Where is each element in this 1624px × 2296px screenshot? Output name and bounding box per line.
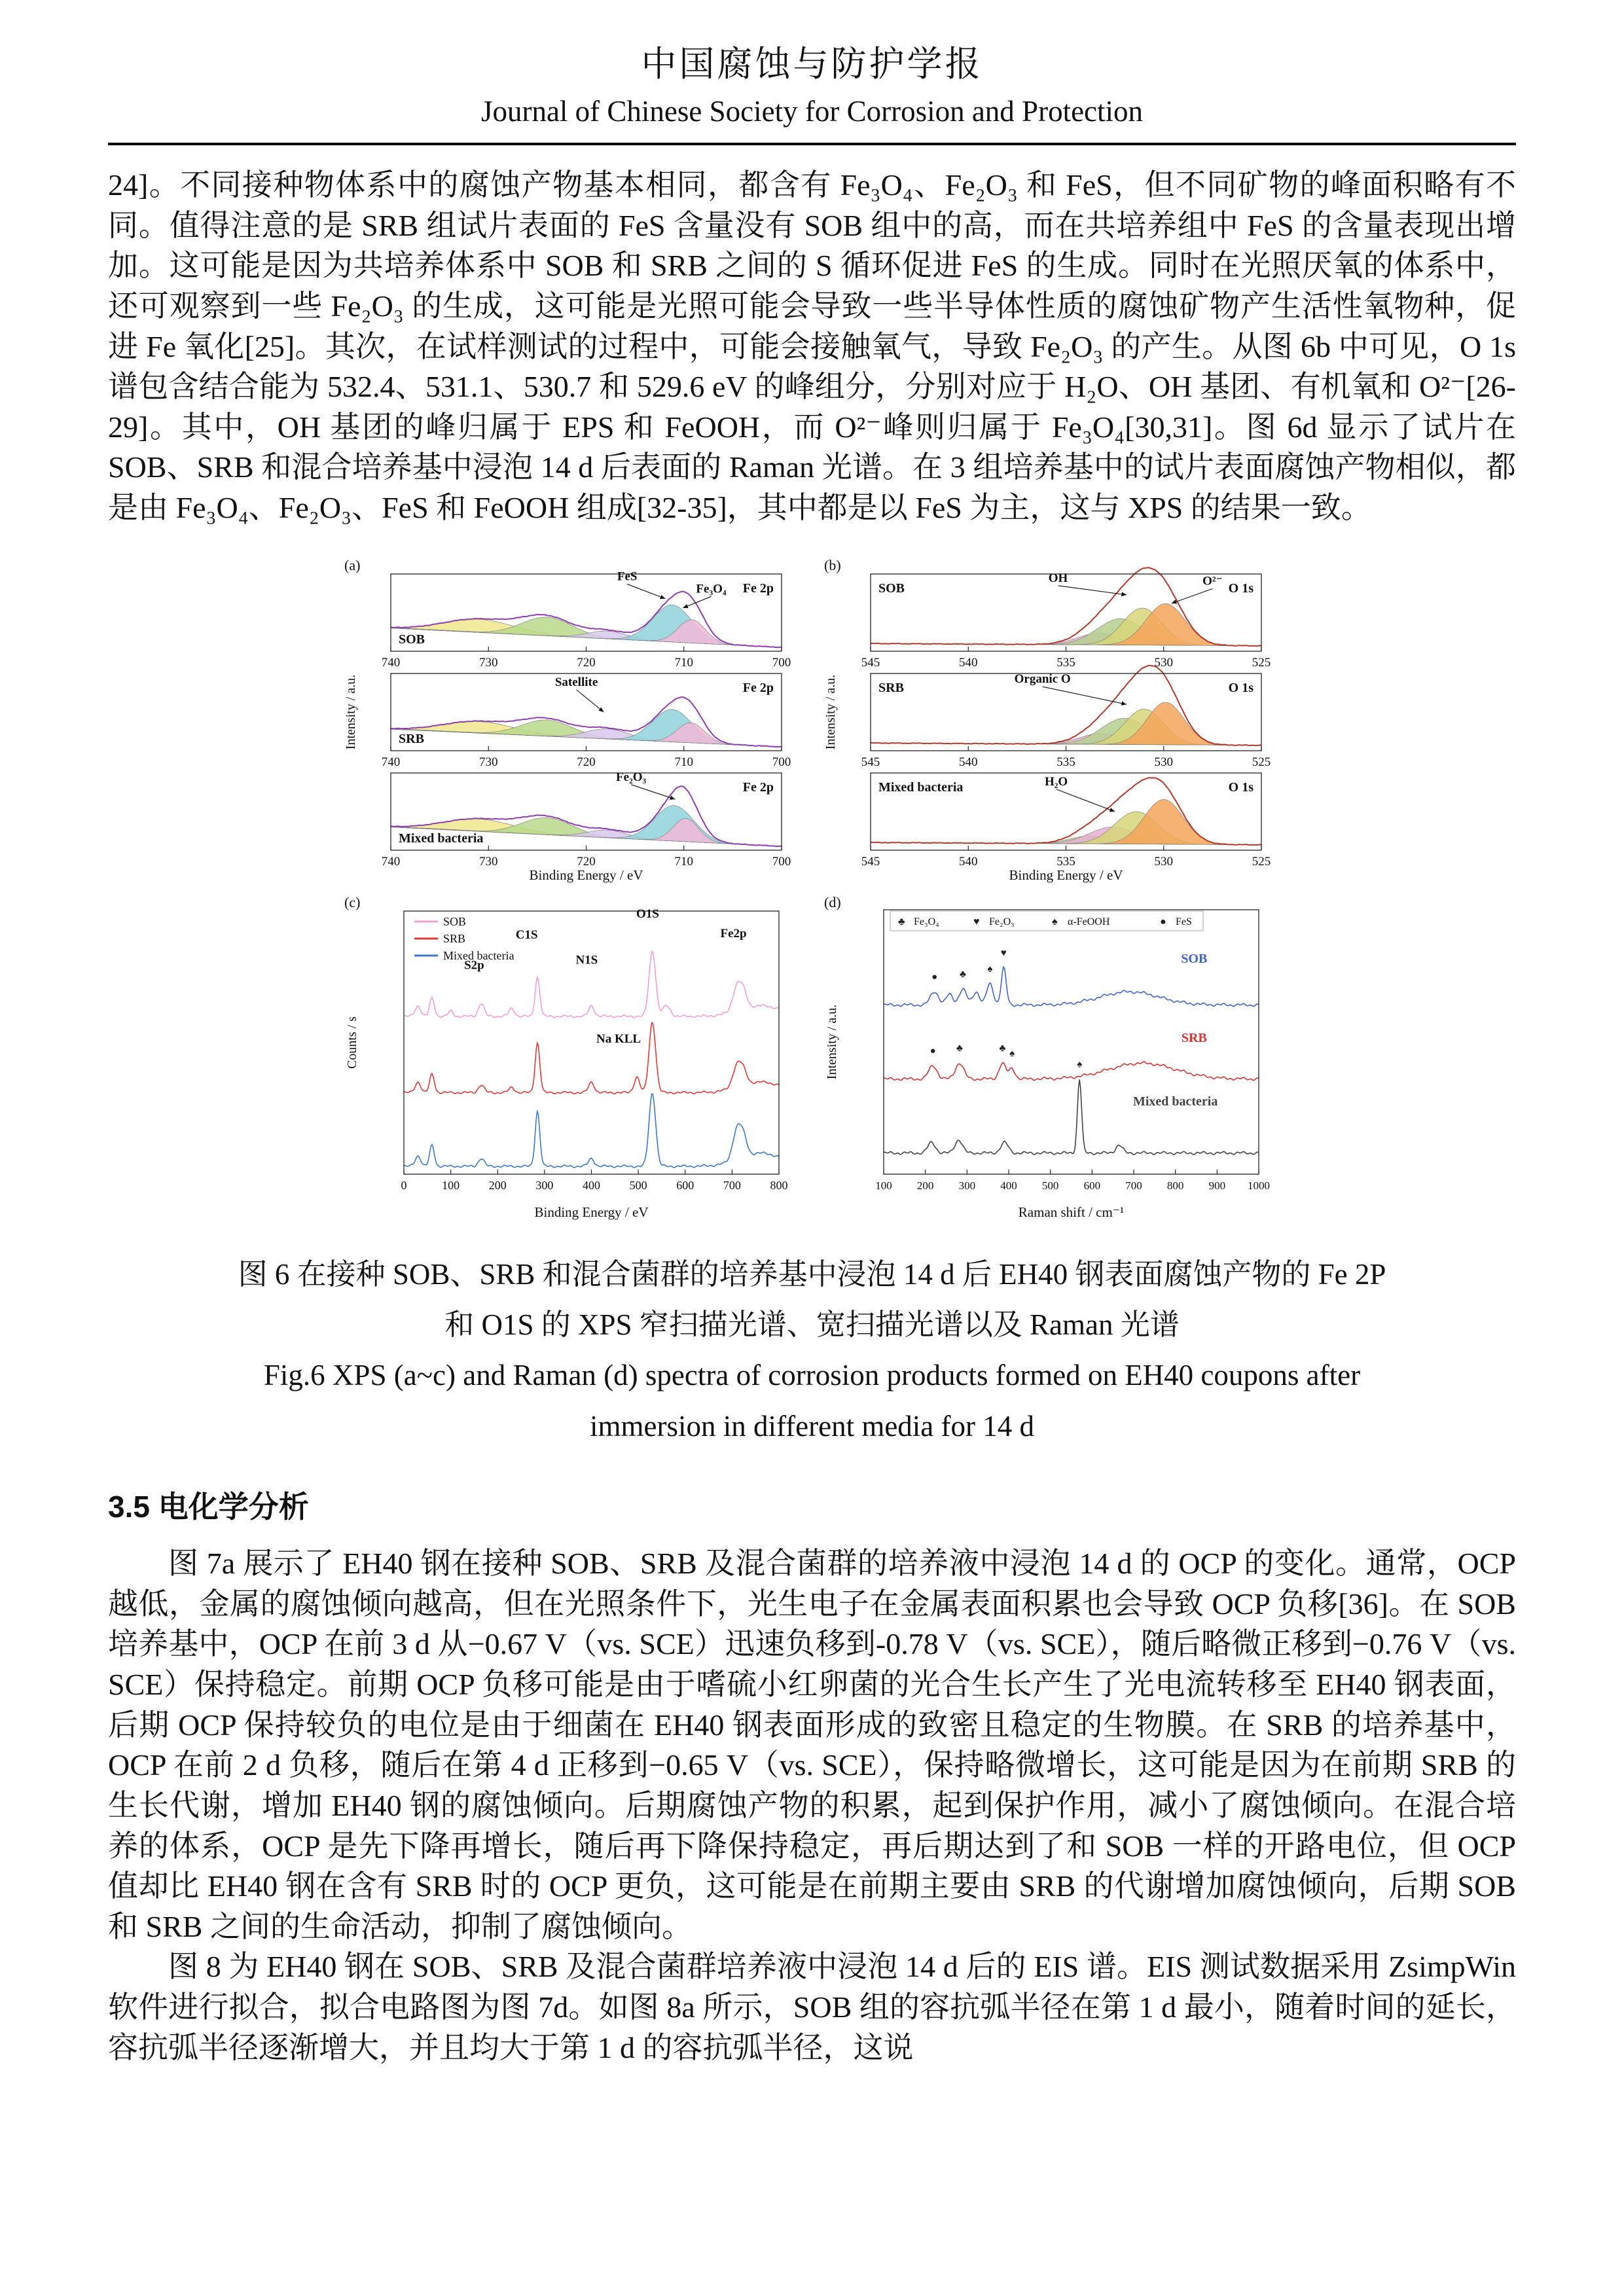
svg-text:545: 545	[861, 655, 880, 670]
svg-text:530: 530	[1154, 755, 1173, 769]
svg-text:Fe₃O₄: Fe₃O₄	[695, 581, 727, 596]
svg-text:500: 500	[629, 1178, 647, 1192]
svg-text:200: 200	[488, 1178, 507, 1192]
svg-text:Fe₃O₄: Fe₃O₄	[913, 916, 939, 927]
svg-text:O 1s: O 1s	[1228, 680, 1254, 695]
svg-text:●: ●	[1159, 916, 1166, 927]
svg-text:720: 720	[576, 854, 596, 869]
svg-text:Intensity / a.u.: Intensity / a.u.	[823, 674, 838, 749]
svg-text:300: 300	[535, 1178, 553, 1192]
svg-text:Fe2p: Fe2p	[719, 926, 747, 941]
svg-text:FeS: FeS	[617, 569, 637, 584]
svg-text:540: 540	[958, 854, 977, 869]
svg-text:Binding Energy / eV: Binding Energy / eV	[528, 867, 643, 883]
figure6-caption	[108, 1249, 1516, 1452]
svg-text:535: 535	[1056, 854, 1075, 869]
svg-text:SRB: SRB	[398, 731, 424, 746]
journal-header	[108, 36, 1516, 145]
svg-text:O²⁻: O²⁻	[1202, 574, 1223, 588]
svg-text:♥: ♥	[1000, 948, 1007, 959]
svg-text:♣: ♣	[956, 1043, 963, 1054]
svg-text:400: 400	[582, 1178, 600, 1192]
figure6-panel-d-raman-chart	[821, 891, 1283, 1222]
caption-en-line1: Fig.6 XPS (a~c) and Raman (d) spectra of corrosion products formed on EH40 coupons after	[263, 1359, 1361, 1392]
svg-text:N1S: N1S	[575, 953, 598, 967]
svg-text:700: 700	[723, 1178, 741, 1192]
svg-text:SRB: SRB	[442, 931, 465, 945]
svg-text:600: 600	[1083, 1179, 1100, 1192]
svg-text:SRB: SRB	[1181, 1030, 1207, 1045]
svg-text:Satellite: Satellite	[554, 675, 598, 689]
svg-text:SOB: SOB	[398, 632, 425, 647]
paragraph-3: 图 8 为 EH40 钢在 SOB、SRB 及混合菌群培养液中浸泡 14 d 后的 EIS 谱。EIS 测试数据采用 ZsimpWin 软件进行拟合，拟合电路图为图 7d。如图 8a 所示，SOB 组的容抗弧半径在第 1 d 最小，随着时间的延长，容抗弧半径逐渐增大，并且均大于第 1 d 的容抗弧半径，这说	[108, 1950, 1516, 2064]
svg-text:(b): (b)	[823, 556, 841, 573]
svg-text:710: 710	[674, 655, 693, 670]
svg-text:740: 740	[381, 755, 400, 769]
svg-text:Fe 2p: Fe 2p	[742, 581, 774, 596]
paragraph-1: 24]。不同接种物体系中的腐蚀产物基本相同，都含有 Fe₃O₄、Fe₂O₃ 和 FeS，但不同矿物的峰面积略有不同。值得注意的是 SRB 组试片表面的 FeS 含量没有 SOB 组中的高，而在共培养组中 FeS 的含量表现出增加。这可能是因为共培养体系中 SOB 和 SRB 之间的 S 循环促进 FeS 的生成。同时在光照厌氧的体系中，还可观察到一些 Fe₂O₃ 的生成，这可能是光照可能会导致一些半导体性质的腐蚀矿物产生活性氧物种，促进 Fe 氧化[25]。其次，在试样测试的过程中，可能会接触氧气，导致 Fe₂O₃ 的产生。从图 6b 中可见，O 1s 谱包含结合能为 532.4、531.1、530.7 和 529.6 eV 的峰组分，分别对应于 H₂O、OH 基团、有机氧和 O²⁻[26-29]。其中，OH 基团的峰归属于 EPS 和 FeOOH，而 O²⁻峰则归属于 Fe₃O₄[30,31]。图 6d 显示了试片在 SOB、SRB 和混合培养基中浸泡 14 d 后表面的 Raman 光谱。在 3 组培养基中的试片表面腐蚀产物相似，都是由 Fe₃O₄、Fe₂O₃、FeS 和 FeOOH 组成[32-35]，其中都是以 FeS 为主，这与 XPS 的结果一致。	[108, 168, 1516, 524]
figure6-panel-b-o1s-xps-chart	[821, 554, 1283, 885]
svg-text:FeS: FeS	[1175, 916, 1192, 927]
caption-zh-line1: 图 6 在接种 SOB、SRB 和混合菌群的培养基中浸泡 14 d 后 EH40 钢表面腐蚀产物的 Fe 2P	[238, 1257, 1386, 1291]
svg-text:200: 200	[916, 1179, 933, 1192]
svg-text:Counts / s: Counts / s	[344, 1016, 359, 1069]
svg-text:730: 730	[478, 854, 497, 869]
svg-text:SOB: SOB	[878, 581, 905, 596]
svg-text:O 1s: O 1s	[1228, 780, 1254, 795]
svg-text:530: 530	[1154, 854, 1173, 869]
svg-text:530: 530	[1154, 655, 1173, 670]
svg-text:Organic O: Organic O	[1014, 672, 1071, 686]
svg-text:900: 900	[1208, 1179, 1225, 1192]
svg-text:(d): (d)	[823, 893, 841, 910]
svg-text:Fe₂O₃: Fe₂O₃	[988, 916, 1015, 927]
header-divider	[108, 143, 1516, 145]
svg-text:♣: ♣	[959, 969, 966, 980]
svg-text:540: 540	[958, 655, 977, 670]
svg-text:OH: OH	[1048, 571, 1068, 585]
svg-text:710: 710	[674, 755, 693, 769]
svg-text:Binding Energy / eV: Binding Energy / eV	[533, 1204, 649, 1220]
caption-en-line2: immersion in different media for 14 d	[590, 1409, 1034, 1443]
svg-text:♠: ♠	[1009, 1048, 1015, 1059]
svg-text:♣: ♣	[999, 1043, 1005, 1054]
svg-text:●: ●	[929, 1045, 936, 1056]
svg-text:545: 545	[861, 854, 880, 869]
paragraph-2: 图 7a 展示了 EH40 钢在接种 SOB、SRB 及混合菌群的培养液中浸泡 14 d 的 OCP 的变化。通常，OCP 越低，金属的腐蚀倾向越高，但在光照条件下，光生电子在金属表面积累也会导致 OCP 负移[36]。在 SOB 培养基中，OCP 在前 3 d 从−0.67 V（vs. SCE）迅速负移到-0.78 V（vs. SCE），随后略微正移到−0.76 V（vs. SCE）保持稳定。前期 OCP 负移可能是由于嗜硫小红卵菌的光合生长产生了光电流转移至 EH40 钢表面，后期 OCP 保持较负的电位是由于细菌在 EH40 钢表面形成的致密且稳定的生物膜。在 SRB 的培养基中，OCP 在前 2 d 负移，随后在第 4 d 正移到−0.65 V（vs. SCE），保持略微增长，这可能是因为在前期 SRB 的生长代谢，增加 EH40 钢的腐蚀倾向。后期腐蚀产物的积累，起到保护作用，减小了腐蚀倾向。在混合培养的体系，OCP 是先下降再增长，随后再下降保持稳定，再后期达到了和 SOB 一样的开路电位，但 OCP 值却比 EH40 钢在含有 SRB 时的 OCP 更负，这可能是在前期主要由 SRB 的代谢增加腐蚀倾向，后期 SOB 和 SRB 之间的生命活动，抑制了腐蚀倾向。	[108, 1547, 1516, 1943]
svg-text:100: 100	[441, 1178, 460, 1192]
svg-text:545: 545	[861, 755, 880, 769]
svg-text:700: 700	[772, 854, 791, 869]
svg-text:400: 400	[1000, 1179, 1017, 1192]
svg-text:Raman shift / cm⁻¹: Raman shift / cm⁻¹	[1018, 1204, 1124, 1220]
svg-text:700: 700	[1125, 1179, 1142, 1192]
svg-text:535: 535	[1056, 755, 1075, 769]
svg-text:700: 700	[772, 655, 791, 670]
svg-text:700: 700	[772, 755, 791, 769]
svg-text:Fe 2p: Fe 2p	[742, 780, 774, 795]
svg-text:600: 600	[676, 1178, 694, 1192]
svg-text:Intensity / a.u.: Intensity / a.u.	[824, 1004, 839, 1079]
caption-zh-line2: 和 O1S 的 XPS 窄扫描光谱、宽扫描光谱以及 Raman 光谱	[444, 1308, 1180, 1342]
svg-text:Mixed bacteria: Mixed bacteria	[442, 948, 514, 962]
svg-text:720: 720	[576, 655, 596, 670]
svg-text:♠: ♠	[986, 963, 992, 975]
svg-text:♠: ♠	[1051, 916, 1057, 927]
svg-text:(c): (c)	[344, 893, 360, 910]
svg-text:800: 800	[770, 1178, 787, 1192]
svg-text:SOB: SOB	[442, 914, 466, 928]
svg-text:300: 300	[958, 1179, 975, 1192]
svg-text:♥: ♥	[973, 916, 979, 927]
svg-text:535: 535	[1056, 655, 1075, 670]
svg-text:525: 525	[1252, 755, 1271, 769]
svg-text:525: 525	[1252, 655, 1271, 670]
svg-text:O1S: O1S	[636, 906, 659, 921]
svg-text:800: 800	[1166, 1179, 1183, 1192]
svg-text:525: 525	[1252, 854, 1271, 869]
svg-text:Intensity / a.u.: Intensity / a.u.	[343, 674, 358, 749]
svg-text:Fe 2p: Fe 2p	[742, 680, 774, 695]
svg-text:540: 540	[958, 755, 977, 769]
svg-text:740: 740	[381, 655, 400, 670]
svg-text:C1S: C1S	[515, 927, 538, 942]
svg-text:0: 0	[401, 1178, 406, 1192]
figure6	[108, 554, 1516, 1222]
svg-text:Mixed bacteria: Mixed bacteria	[878, 780, 963, 795]
journal-title-zh: 中国腐蚀与防护学报	[641, 45, 983, 84]
svg-text:Na KLL: Na KLL	[596, 1031, 641, 1046]
svg-text:♠: ♠	[1076, 1059, 1082, 1070]
figure6-panel-a-fe2p-xps-chart	[342, 554, 803, 885]
journal-title-en: Journal of Chinese Society for Corrosion and Protection	[480, 95, 1144, 128]
svg-text:●: ●	[931, 971, 937, 982]
svg-text:730: 730	[478, 655, 497, 670]
svg-text:Binding Energy / eV: Binding Energy / eV	[1008, 867, 1123, 883]
svg-text:α-FeOOH: α-FeOOH	[1067, 916, 1110, 927]
svg-text:SRB: SRB	[878, 680, 904, 695]
svg-text:Fe₂O₃: Fe₂O₃	[615, 770, 646, 784]
svg-text:H₂O: H₂O	[1044, 774, 1068, 789]
svg-text:Mixed bacteria: Mixed bacteria	[1132, 1094, 1218, 1109]
svg-text:S2p: S2p	[463, 958, 484, 973]
svg-text:O 1s: O 1s	[1228, 581, 1254, 596]
svg-text:1000: 1000	[1247, 1179, 1270, 1192]
svg-text:740: 740	[381, 854, 400, 869]
svg-text:730: 730	[478, 755, 497, 769]
svg-text:Mixed bacteria: Mixed bacteria	[398, 831, 483, 846]
section-heading: 3.5 电化学分析	[108, 1490, 309, 1524]
svg-text:SOB: SOB	[1180, 951, 1207, 966]
svg-text:720: 720	[576, 755, 596, 769]
svg-text:100: 100	[875, 1179, 892, 1192]
svg-text:710: 710	[674, 854, 693, 869]
svg-text:♣: ♣	[897, 916, 905, 927]
figure6-panel-c-survey-xps-chart	[342, 891, 803, 1222]
svg-text:(a): (a)	[344, 556, 360, 573]
svg-text:500: 500	[1041, 1179, 1058, 1192]
